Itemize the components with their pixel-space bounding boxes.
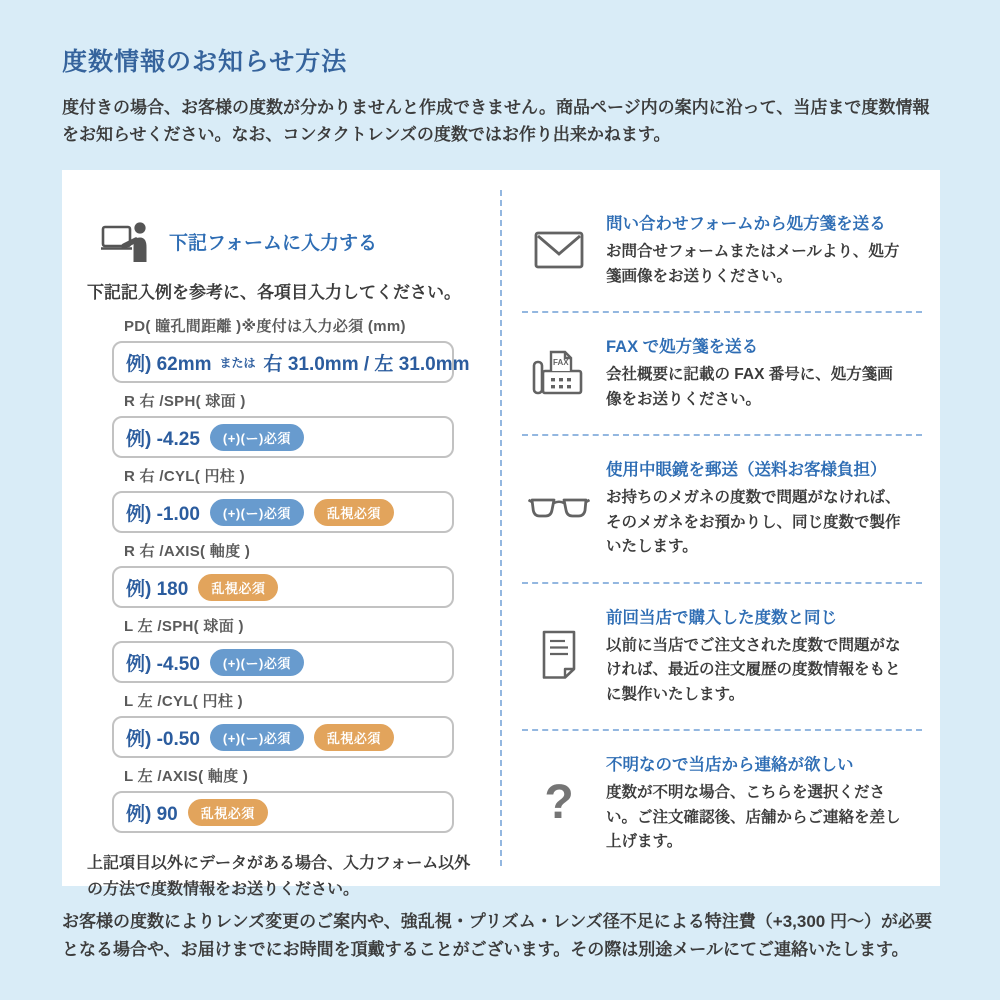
fax-icon [528,349,590,397]
method-item [522,313,922,436]
method-title: 前回当店で購入した度数と同じ [606,608,837,627]
field-example-value: 例) -4.25 [126,428,200,450]
method-body: お持ちのメガネの度数で問題がなければ、そのメガネをお預かりし、同じ度数で製作いたします。 [606,489,901,556]
required-badge-sign: (+)(ー)必須 [210,499,304,526]
field-group [112,315,470,383]
required-badge-sign: (+)(ー)必須 [210,424,304,451]
method-text [606,751,908,854]
field-example-box [112,791,454,833]
form-fields [112,315,470,833]
method-text [606,210,908,289]
page-title: 度数情報のお知らせ方法 [62,48,348,76]
form-header [101,220,500,262]
pc-user-icon [101,220,151,262]
required-badge-astigmatism: 乱視必須 [314,724,394,751]
method-item [522,436,922,583]
method-text [606,604,908,707]
method-title: 使用中眼鏡を郵送（送料お客様負担） [606,461,887,480]
form-column [62,190,502,898]
glasses-icon [528,495,590,521]
required-badge-astigmatism: 乱視必須 [314,499,394,526]
mail-icon [528,230,590,270]
field-example-value: 例) -0.50 [126,728,200,750]
svg-text:FAX: FAX [553,357,569,367]
method-text [606,333,908,412]
field-label: L 左 /AXIS( 軸度 ) [124,768,249,786]
required-badge-astigmatism: 乱視必須 [198,574,278,601]
required-badge-astigmatism: 乱視必須 [188,799,268,826]
footer-note: お客様の度数によりレンズ変更のご案内や、強乱視・プリズム・レンズ径不足による特注費（+3,300 円～）が必要となる場合や、お届けまでにお時間を頂戴することがございます。その際は別途メールにてご連絡いたします。 [62,912,932,960]
field-label: R 右 /CYL( 円柱 ) [124,468,245,486]
field-group [112,690,454,758]
field-example-box [112,641,454,683]
method-body: 会社概要に記載の FAX 番号に、処方箋画像をお送りください。 [606,366,893,408]
field-group [112,390,454,458]
field-example-joiner: または [219,355,256,370]
form-note: 上記項目以外にデータがある場合、入力フォーム以外の方法で度数情報をお送りください。 [87,855,471,898]
field-example-box [112,416,454,458]
field-example-value: 例) 180 [126,578,189,600]
field-label: R 右 /AXIS( 軸度 ) [124,543,251,561]
required-badge-sign: (+)(ー)必須 [210,649,304,676]
field-group [112,765,454,833]
method-item [522,584,922,731]
method-body: 度数が不明な場合、こちらを選択ください。ご注文確認後、店舗からご連絡を差し上げます。 [606,784,901,851]
field-label: L 左 /CYL( 円柱 ) [124,693,243,711]
method-item [522,190,922,313]
form-heading: 下記フォームに入力する [169,232,378,254]
field-example-box [112,491,454,533]
method-item [522,731,922,876]
method-title: 不明なので当店から連絡が欲しい [606,756,854,775]
document-icon [528,630,590,680]
field-example-box [112,716,454,758]
intro-text: 度付きの場合、お客様の度数が分かりませんと作成できません。商品ページ内の案内に沿って、当店まで度数情報をお知らせください。なお、コンタクトレンズの度数ではお作り出来かねます。 [62,98,930,145]
field-label: L 左 /SPH( 球面 ) [124,618,244,636]
question-icon: ? [544,775,574,829]
field-group [112,540,454,608]
field-example-value: 右 31.0mm / 左 31.0mm [263,353,470,375]
info-card [62,170,940,898]
methods-column [502,190,940,886]
field-example-value: 例) -1.00 [126,503,200,525]
field-example-value: 例) 90 [126,803,178,825]
field-example-box [112,566,454,608]
field-group [112,465,454,533]
method-title: FAX で処方箋を送る [606,338,759,357]
method-title: 問い合わせフォームから処方箋を送る [606,215,886,234]
field-label: R 右 /SPH( 球面 ) [124,393,246,411]
field-label: PD( 瞳孔間距離 )※度付は入力必須 (mm) [124,318,406,336]
method-body: お問合せフォームまたはメールより、処方箋画像をお送りください。 [606,243,900,285]
field-example-value: 例) -4.50 [126,653,200,675]
method-text [606,456,908,559]
field-example-value: 例) 62mm [126,353,212,375]
required-badge-sign: (+)(ー)必須 [210,724,304,751]
method-body: 以前に当店でご注文された度数で問題がなければ、最近の注文履歴の度数情報をもとに製作いたします。 [606,636,901,703]
field-group [112,615,454,683]
form-instruction: 下記記入例を参考に、各項目入力してください。 [87,283,461,303]
field-example-box [112,341,470,383]
